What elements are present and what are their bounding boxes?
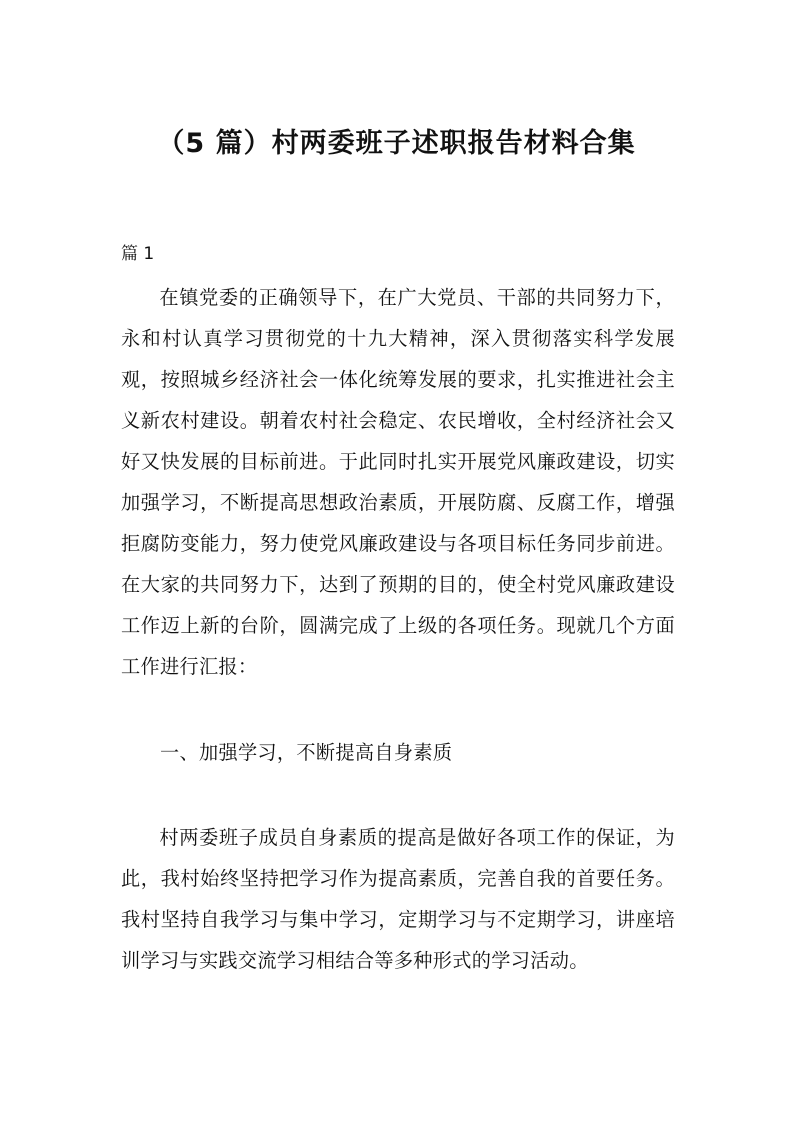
paragraph-study: 村两委班子成员自身素质的提高是做好各项工作的保证，为此，我村始终坚持把学习作为提高素质，完善自我的首要任务。我村坚持自我学习与集中学习，定期学习与不定期学习，讲座培训学习与实践交流学习相结合等多种形式的学习活动。 <box>121 826 675 972</box>
section-heading: 一、加强学习，不断提高自身素质 <box>160 741 453 764</box>
section-label: 篇 1 <box>121 244 155 264</box>
paragraph-intro: 在镇党委的正确领导下，在广大党员、干部的共同努力下，永和村认真学习贯彻党的十九大精神，深入贯彻落实科学发展观，按照城乡经济社会一体化统筹发展的要求，扎实推进社会主义新农村建设。朝着农村社会稳定、农民增收，全村经济社会又好又快发展的目标前进。于此同时扎实开展党风廉政建设，切实加强学习，不断提高思想政治素质，开展防腐、反腐工作，增强拒腐防变能力，努力使党风廉政建设与各项目标任务同步前进。在大家的共同努力下，达到了预期的目的，使全村党风廉政建设工作迈上新的台阶，圆满完成了上级的各项任务。现就几个方面工作进行汇报： <box>121 286 675 678</box>
document-title: （5 篇）村两委班子述职报告材料合集 <box>157 128 636 159</box>
